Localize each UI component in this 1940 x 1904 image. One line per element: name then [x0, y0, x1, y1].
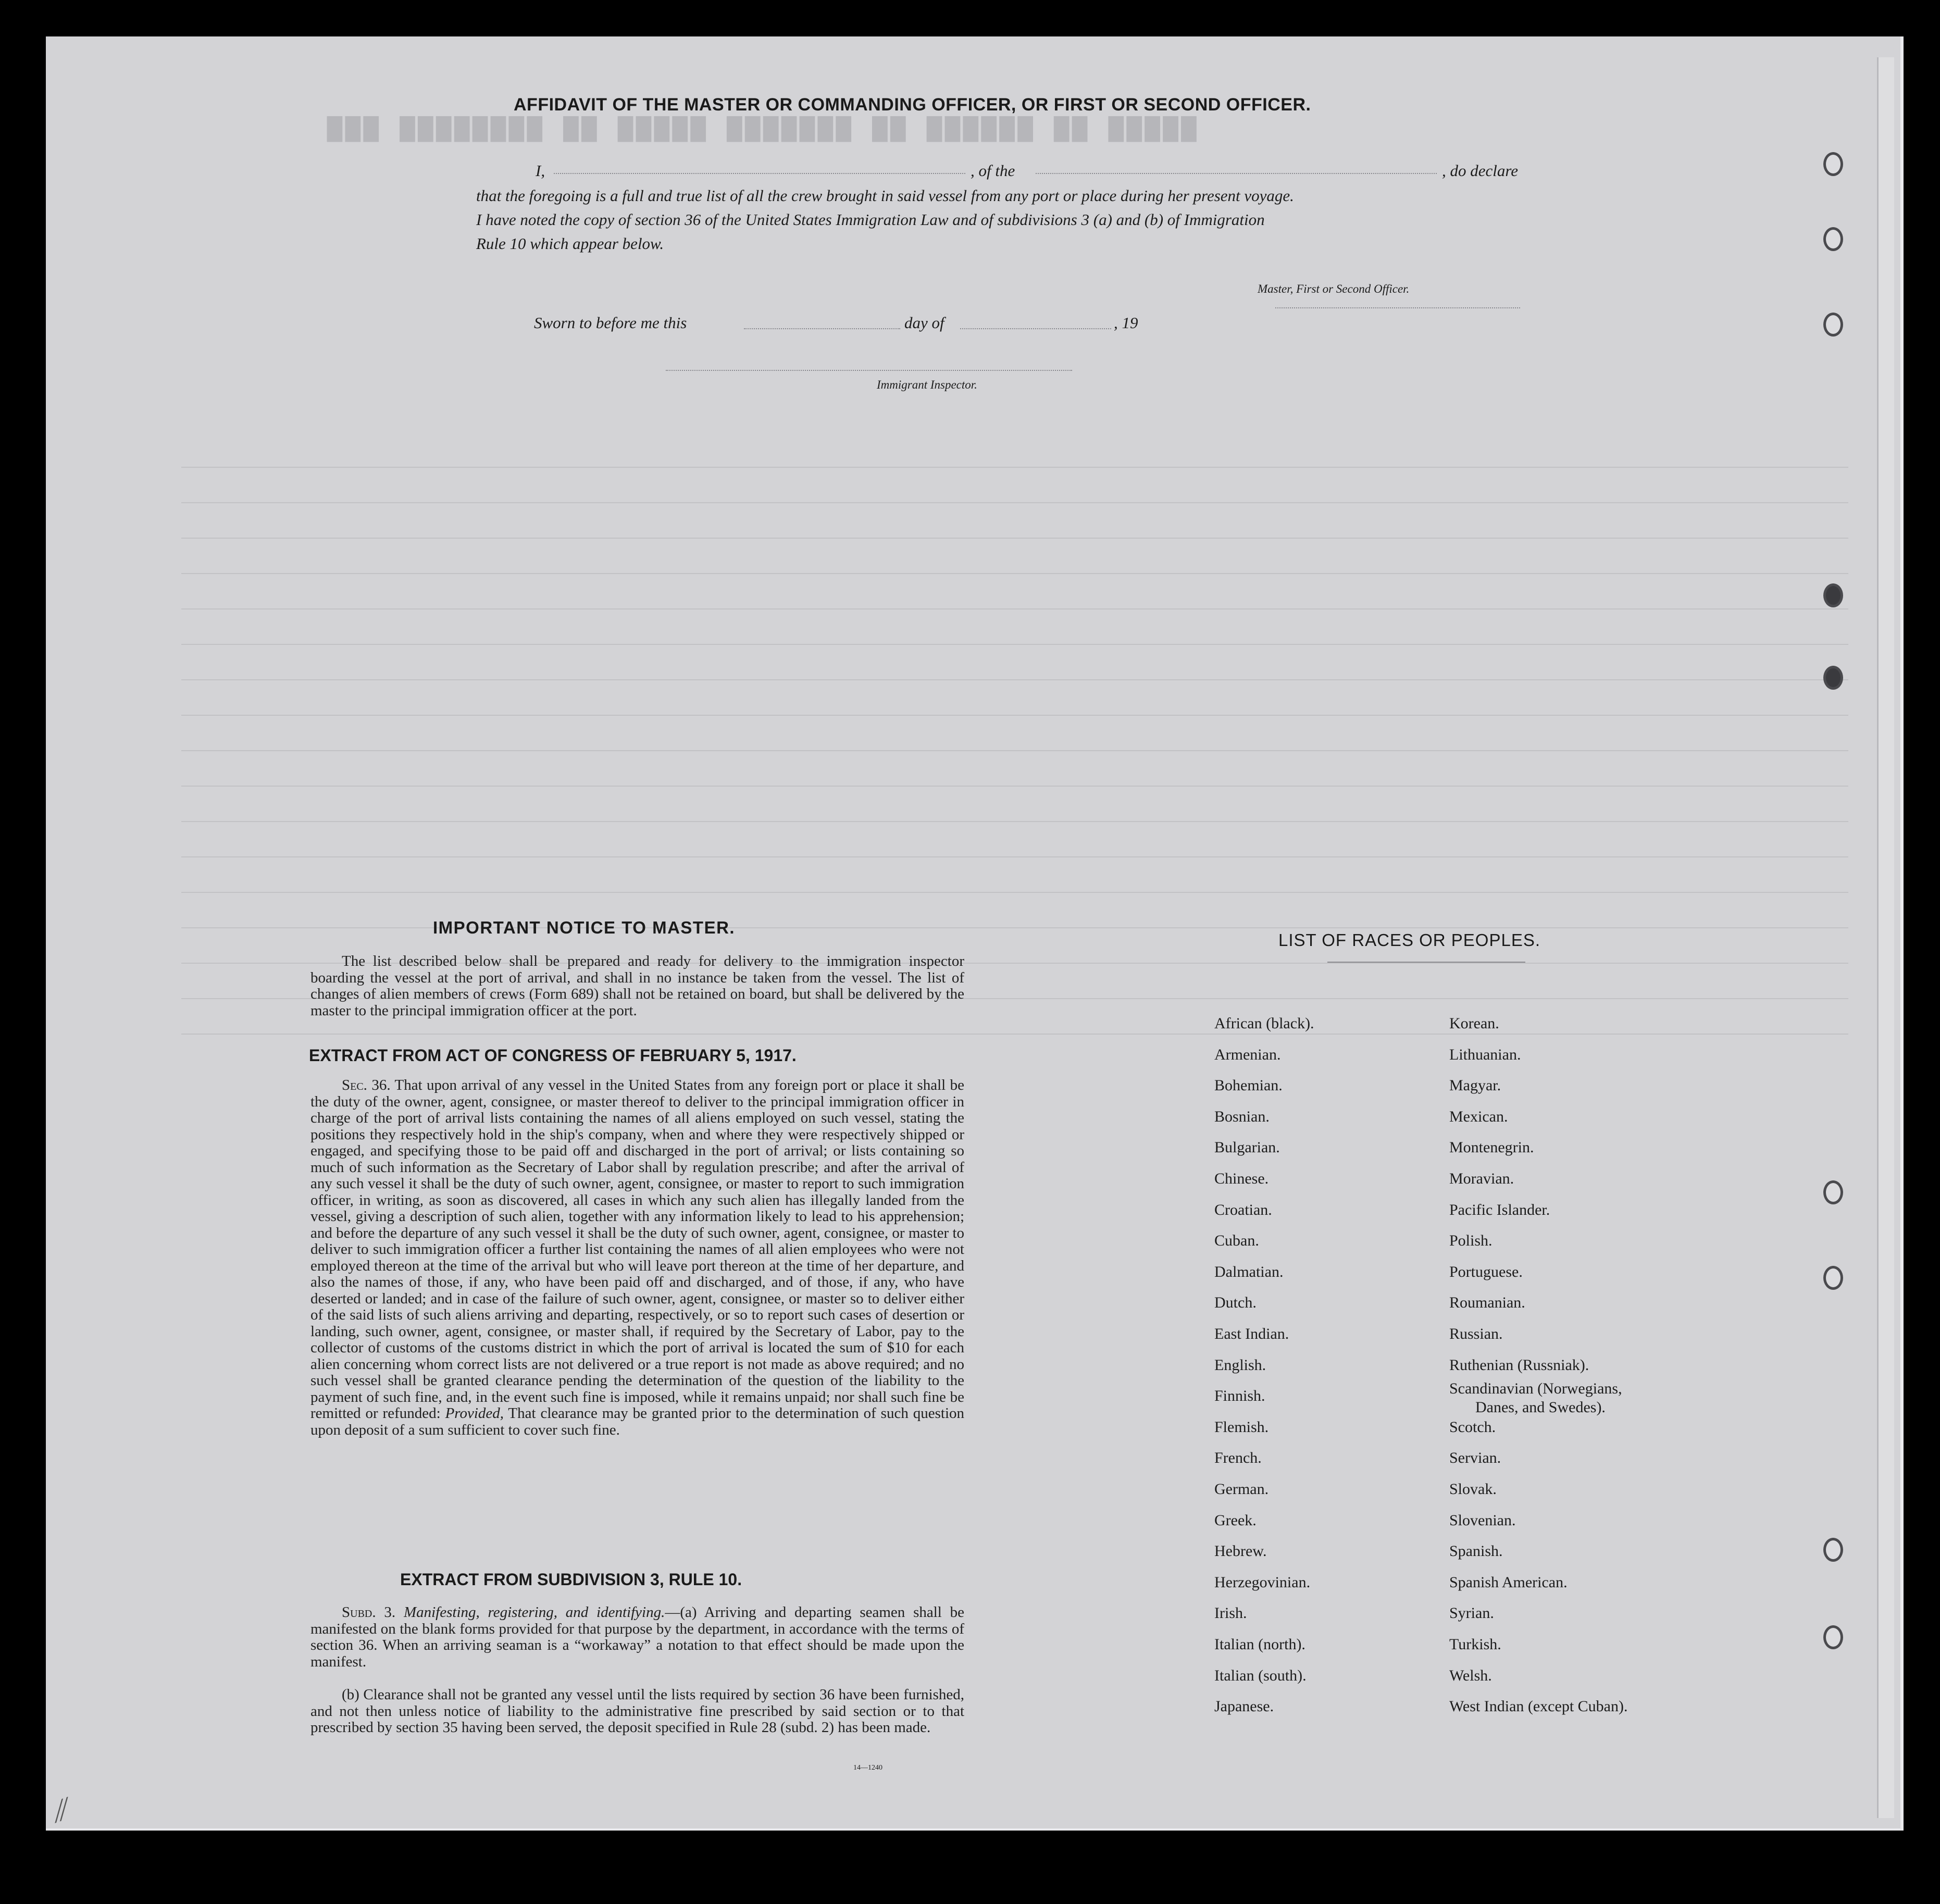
section-36-text: That upon arrival of any vessel in the United States from any foreign port or place it shall be the duty of the owner, agent, consignee, or master thereof to deliver to the principal immigration officer in charge of the port of arrival lists containing the names of all aliens employed on such vessel, stating the positions they respectively hold in the ship's company, when and where they were respectively shipped or engaged, and specifying those to be paid off and discharged in the port of arrival; or lists containing so much of such information as the Secretary of Labor shall by regulation prescribe; and after the arrival of any such vessel it shall be the duty of such owner, agent, consignee, or master to report to such immigration officer, in writing, as soon as discovered, all cases in which any such alien has illegally landed from the vessel, giving a description of such alien, together with any information likely to lead to his apprehension; and before the departure of any such vessel it shall be the duty of such owner, agent, consignee, or master to deliver to such immigration officer a further list containing the names of all alien employees who were not employed thereon at the time of the arrival but who will leave port thereon at the time of her departure, and also the names of those, if any, who have been paid off and discharged, and of those, if any, who have deserted or landed; and in case of the failure of such owner, agent, consignee, or master so to deliver either of the said lists of such aliens arriving and departing, respectively, or so to report such cases of desertion or landing, such owner, agent, consignee, or master shall, if required by the Secretary of Labor, pay to the collector of customs of the customs district in which the port of arrival is located the sum of $10 for each alien concerning whom correct lists are not delivered or a true report is not made as above required; and no such vessel shall be granted clearance pending the determination of the question of the liability to the payment of such fine, and, in the event such fine is imposed, while it remains unpaid; nor shall such fine be remitted or refunded: [310, 1077, 964, 1422]
form-code: 14—1240 [853, 1764, 882, 1772]
race-item: Armenian. [1214, 1046, 1281, 1063]
page-edge [1877, 57, 1894, 1818]
race-item: Portuguese. [1449, 1263, 1523, 1280]
race-item: Russian. [1449, 1325, 1503, 1342]
punch-hole-icon [1823, 1180, 1843, 1204]
races-title: LIST OF RACES OR PEOPLES. [1278, 930, 1541, 950]
race-item: Croatian. [1214, 1201, 1272, 1218]
race-item: Polish. [1449, 1232, 1493, 1250]
affidavit-do-declare: , do declare [1442, 161, 1519, 180]
extract-rule-text-a [310, 1604, 964, 1670]
day-line [744, 328, 900, 329]
race-item: Ruthenian (Russniak). [1449, 1356, 1589, 1374]
punch-hole-icon [1823, 583, 1843, 607]
subdivision-heading: Manifesting, registering, and identifying. [403, 1604, 665, 1621]
race-item: Slovak. [1449, 1480, 1497, 1498]
inspector-label: Immigrant Inspector. [877, 378, 977, 391]
signature-label: Master, First or Second Officer. [1258, 282, 1410, 295]
subdivision-text-a: —(a) Arriving and departing seamen shall be manifested on the blank forms provided for that purpose by the department, in accordance with the terms of section 36. When an arriving seaman is a “workaway” a notation to that effect should be made upon the manifest. [310, 1604, 965, 1670]
document-page [46, 36, 1904, 1831]
section-36-text-end: That clearance may be granted prior to the determination of such question upon deposit of a sum sufficient to cover such fine. [310, 1405, 964, 1438]
race-item: Bohemian. [1214, 1077, 1283, 1094]
race-item: Bosnian. [1214, 1107, 1270, 1125]
race-item: Finnish. [1214, 1387, 1265, 1405]
race-item: Lithuanian. [1449, 1046, 1521, 1063]
affidavit-of-the: , of the [971, 161, 1015, 180]
race-item: Flemish. [1214, 1418, 1269, 1436]
race-item: Irish. [1214, 1604, 1247, 1622]
month-line [960, 328, 1111, 329]
day-of-text: day of [904, 314, 944, 332]
race-item: Turkish. [1449, 1636, 1501, 1653]
notice-text: The list described below shall be prepared and ready for delivery to the immigration inspector boarding the vessel at the port of arrival, and shall in no instance be taken from the vessel. The list of changes of alien members of crews (Form 689) shall not be retained on board, but shall be delivered by the master to the principal immigration officer at the port. [310, 953, 964, 1019]
race-item: Pacific Islander. [1449, 1201, 1550, 1218]
punch-hole-icon [1823, 1266, 1843, 1290]
race-item: Cuban. [1214, 1232, 1259, 1250]
race-item: Greek. [1214, 1511, 1257, 1529]
vessel-name-line [1036, 173, 1437, 174]
race-item: Spanish. [1449, 1542, 1503, 1560]
races-title-rule [1327, 962, 1525, 963]
extract-act-text [310, 1077, 964, 1438]
race-item: Bulgarian. [1214, 1139, 1280, 1156]
affidavit-body-line: that the foregoing is a full and true list of all the crew brought in said vessel from any port or place during her present voyage. [476, 186, 1294, 205]
year-prefix: , 19 [1114, 314, 1138, 332]
race-item: Japanese. [1214, 1698, 1274, 1715]
race-item: Welsh. [1449, 1666, 1492, 1684]
affidavit-body-line: I have noted the copy of section 36 of the United States Immigration Law and of subdivisions 3 (a) and (b) of Immigration [476, 210, 1265, 229]
race-item: Slovenian. [1449, 1511, 1516, 1529]
punch-hole-icon [1823, 313, 1843, 337]
race-item: Herzegovinian. [1214, 1573, 1311, 1591]
sworn-text: Sworn to before me this [534, 314, 687, 332]
race-item: West Indian (except Cuban). [1449, 1698, 1628, 1715]
race-item: Scotch. [1449, 1418, 1496, 1436]
race-item: Scandinavian (Norwegians, [1449, 1380, 1622, 1398]
affidavit-i: I, [536, 161, 545, 180]
race-item: Dalmatian. [1214, 1263, 1284, 1280]
punch-hole-icon [1823, 1538, 1843, 1562]
race-item: Hebrew. [1214, 1542, 1267, 1560]
race-item: Moravian. [1449, 1170, 1514, 1187]
race-item: Korean. [1449, 1015, 1499, 1032]
punch-hole-icon [1823, 152, 1843, 176]
race-item: Italian (south). [1214, 1666, 1307, 1684]
punch-hole-icon [1823, 1625, 1843, 1649]
race-item: African (black). [1214, 1015, 1314, 1032]
section-label: Sec. 36. [342, 1077, 391, 1093]
affidavit-title: AFFIDAVIT OF THE MASTER OR COMMANDING OFFICER, OR FIRST OR SECOND OFFICER. [514, 95, 1311, 115]
extract-act-title: EXTRACT FROM ACT OF CONGRESS OF FEBRUARY 5, 1917. [309, 1046, 797, 1065]
affidavit-body-line: Rule 10 which appear below. [476, 234, 664, 253]
bleed-through-text: ▇▇▇ ▇▇▇▇▇▇▇▇ ▇▇ ▇▇▇▇▇ ▇▇▇▇▇▇▇ ▇▇ ▇▇▇▇▇▇ ▇▇ ▇▇▇▇▇ [327, 115, 1200, 143]
race-item-continuation: Danes, and Swedes). [1475, 1399, 1606, 1416]
notice-title: IMPORTANT NOTICE TO MASTER. [433, 918, 736, 937]
margin-pencil-mark: ⁄⁄ [51, 1791, 72, 1828]
race-item: Italian (north). [1214, 1636, 1305, 1653]
race-item: French. [1214, 1449, 1262, 1467]
race-item: Roumanian. [1449, 1294, 1525, 1312]
race-item: Servian. [1449, 1449, 1501, 1467]
punch-hole-icon [1823, 666, 1843, 690]
race-item: English. [1214, 1356, 1266, 1374]
race-item: Spanish American. [1449, 1573, 1568, 1591]
master-name-line [554, 173, 965, 174]
subdivision-label: Subd. 3. [342, 1604, 396, 1621]
race-item: East Indian. [1214, 1325, 1289, 1342]
race-item: Chinese. [1214, 1170, 1269, 1187]
race-item: Syrian. [1449, 1604, 1494, 1622]
race-item: Magyar. [1449, 1077, 1501, 1094]
extract-rule-text-b: (b) Clearance shall not be granted any vessel until the lists required by section 36 have been furnished, and not then unless notice of liability to the administrative fine prescribed by said section or to that prescribed by section 35 having been served, the deposit specified in Rule 28 (subd. 2) has been made. [310, 1686, 964, 1736]
race-item: German. [1214, 1480, 1269, 1498]
inspector-signature-line [666, 370, 1072, 371]
signature-line [1275, 307, 1520, 308]
extract-rule-title: EXTRACT FROM SUBDIVISION 3, RULE 10. [400, 1570, 742, 1589]
punch-hole-icon [1823, 227, 1843, 251]
race-item: Montenegrin. [1449, 1139, 1534, 1156]
provided-word: Provided, [445, 1405, 504, 1422]
race-item: Dutch. [1214, 1294, 1257, 1312]
race-item: Mexican. [1449, 1107, 1508, 1125]
